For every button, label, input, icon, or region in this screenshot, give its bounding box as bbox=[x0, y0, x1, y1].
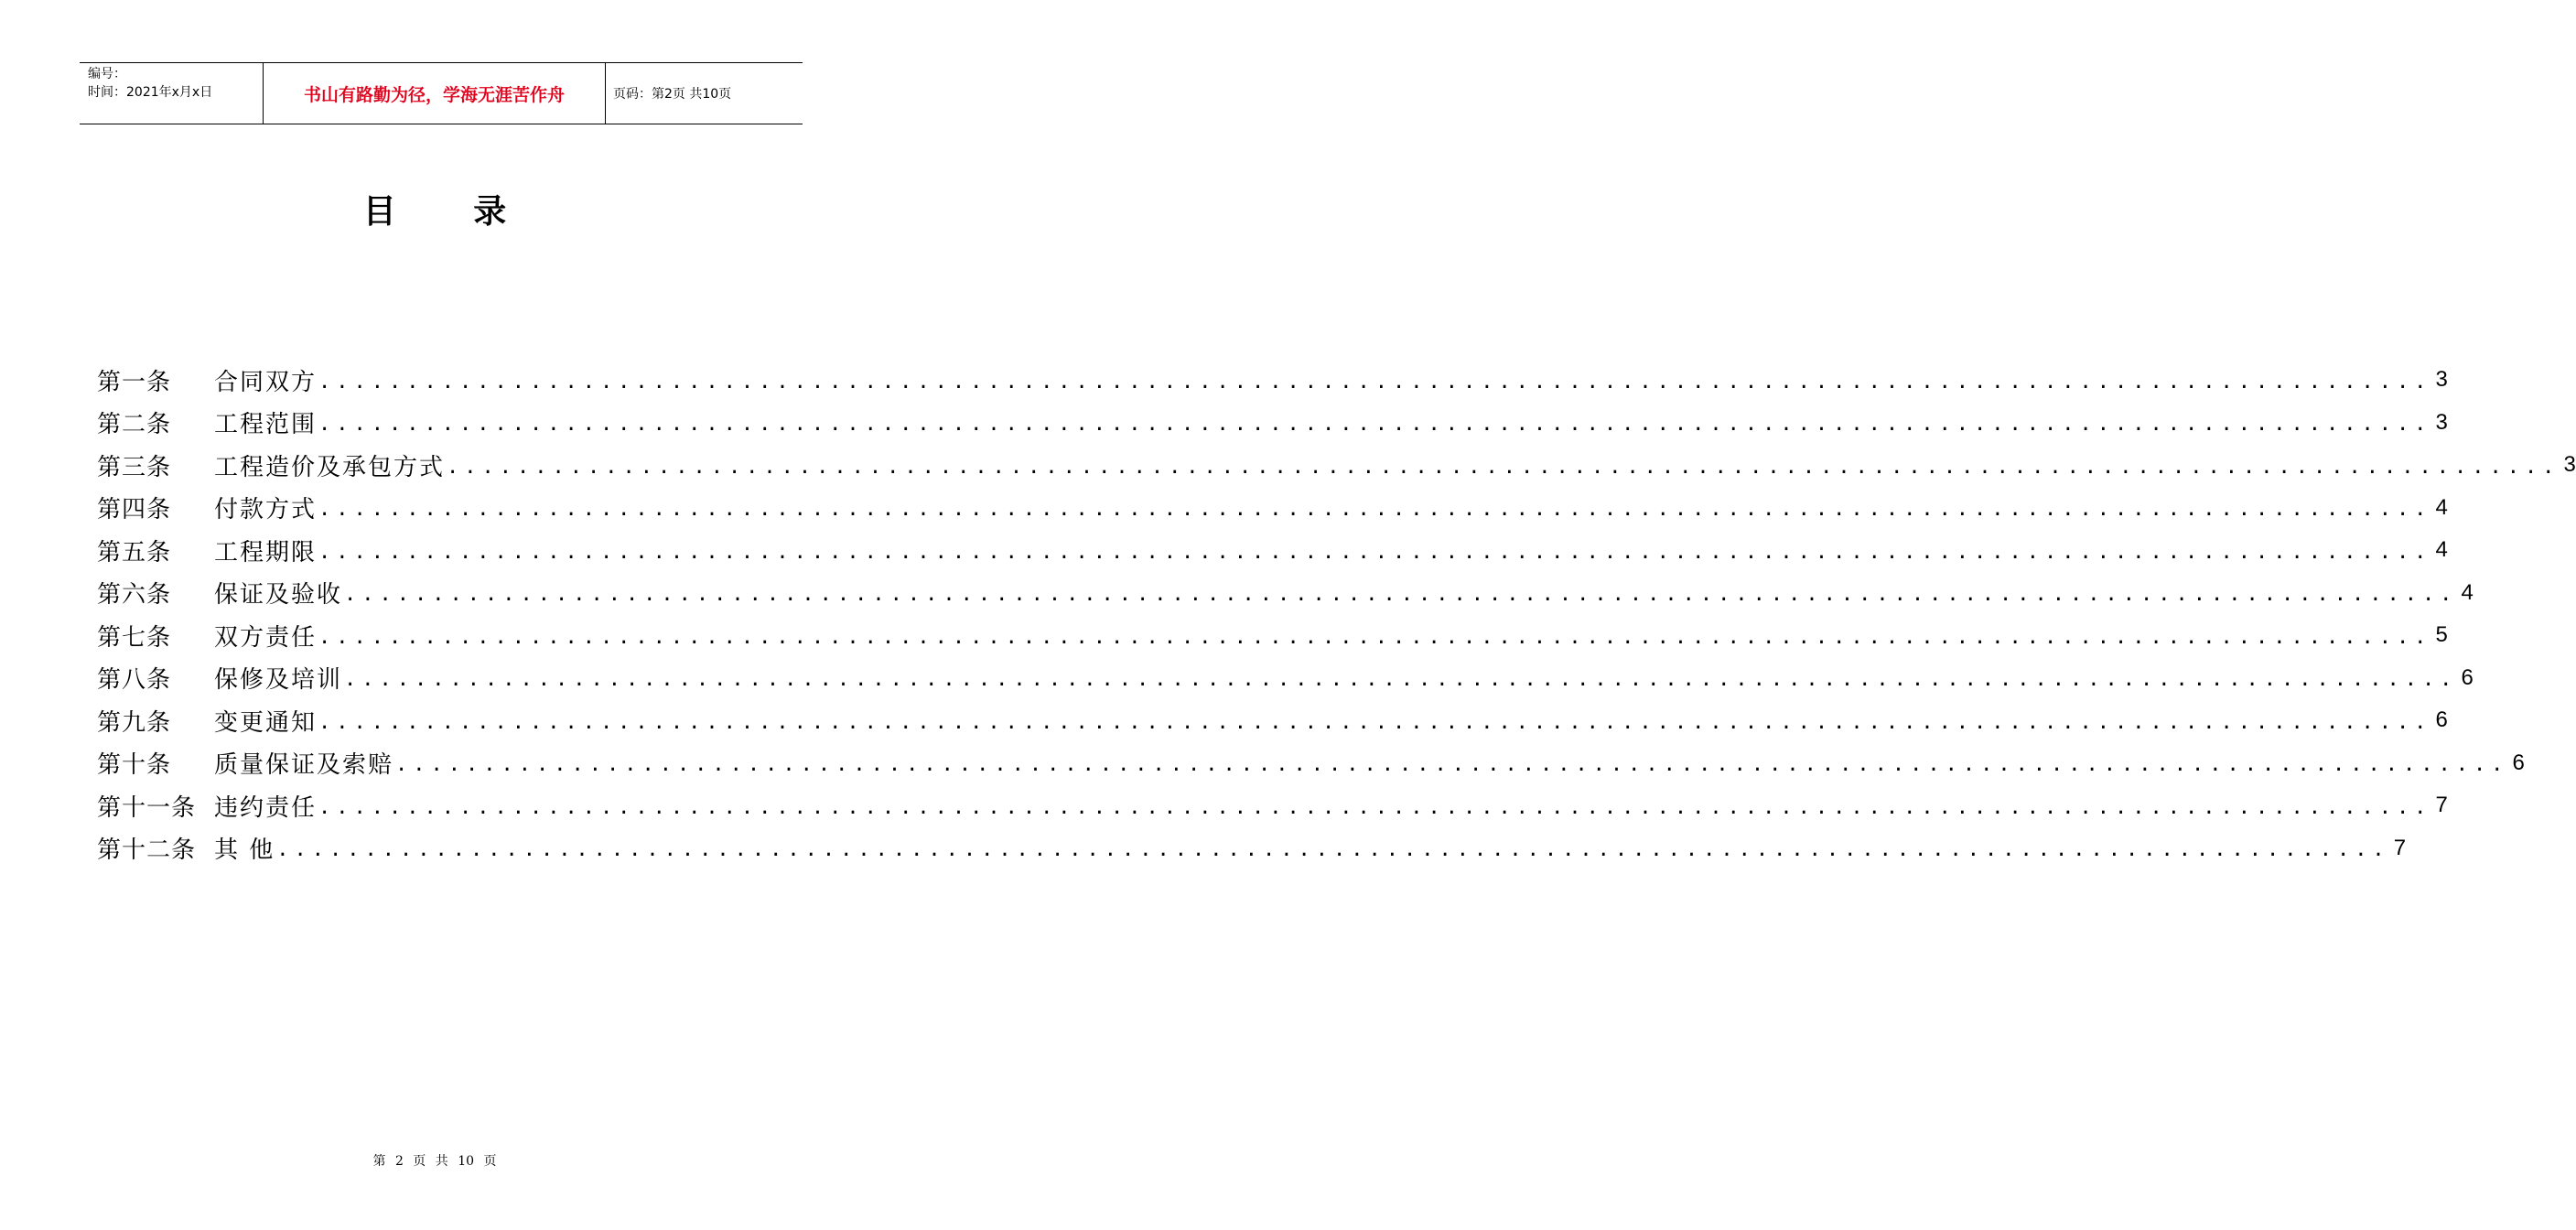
toc-leader-dots: ........................................................................................................................ bbox=[318, 710, 2432, 734]
toc-entry-number: 第一条 bbox=[97, 368, 172, 396]
toc-entry[interactable] bbox=[97, 359, 2448, 402]
toc-entry-page: 7 bbox=[2393, 835, 2407, 860]
toc-entry-title: 保修及培训 bbox=[214, 666, 343, 695]
toc-entry-page: 4 bbox=[2435, 537, 2448, 563]
code-label: 编号： bbox=[88, 67, 126, 81]
page-header bbox=[80, 62, 803, 124]
toc-entry[interactable] bbox=[97, 444, 2576, 487]
toc-leader-dots: ........................................................................................................................ bbox=[344, 583, 2458, 606]
header-motto: 书山有路勤为径，学海无涯苦作舟 bbox=[264, 63, 606, 124]
header-meta bbox=[80, 63, 264, 124]
time-label: 时间：2021年x月x日 bbox=[88, 85, 213, 100]
toc-entry-title: 变更通知 bbox=[214, 708, 318, 737]
toc-entry-number: 第九条 bbox=[97, 708, 172, 737]
toc-entry-number: 第四条 bbox=[97, 496, 172, 524]
toc-entry-title: 保证及验收 bbox=[214, 581, 343, 610]
toc-entry-title: 工程范围 bbox=[214, 411, 318, 439]
toc-entry-number: 第十条 bbox=[97, 751, 172, 780]
toc-entry-title: 双方责任 bbox=[214, 623, 318, 652]
toc-entry-title: 工程造价及承包方式 bbox=[214, 453, 446, 481]
toc-entry-number: 第三条 bbox=[97, 453, 172, 481]
toc-entry[interactable] bbox=[97, 614, 2448, 657]
toc-leader-dots: ........................................................................................................................ bbox=[318, 370, 2432, 394]
toc-entry[interactable] bbox=[97, 827, 2407, 870]
toc-entry[interactable] bbox=[97, 572, 2474, 615]
toc-entry-title: 违约责任 bbox=[214, 793, 318, 822]
toc-entry-page: 4 bbox=[2461, 579, 2474, 605]
toc-leader-dots: ........................................................................................................................ bbox=[447, 455, 2560, 479]
toc-entry-number: 第五条 bbox=[97, 538, 172, 566]
toc-leader-dots: ........................................................................................................................ bbox=[318, 498, 2432, 521]
toc-entry-title: 工程期限 bbox=[214, 538, 318, 566]
page-footer: 第 2 页 共 10 页 bbox=[372, 1154, 497, 1169]
toc-entry[interactable] bbox=[97, 487, 2448, 530]
toc-entry-page: 3 bbox=[2435, 409, 2448, 435]
toc-entry-title: 合同双方 bbox=[214, 368, 318, 396]
toc-leader-dots: ........................................................................................................................ bbox=[318, 795, 2432, 819]
toc-entry[interactable] bbox=[97, 699, 2448, 742]
toc-entry-page: 6 bbox=[2435, 707, 2448, 733]
toc-leader-dots: ........................................................................................................................ bbox=[318, 625, 2432, 649]
toc-entry-page: 5 bbox=[2435, 622, 2448, 648]
toc-leader-dots: ........................................................................................................................ bbox=[395, 753, 2509, 776]
toc-entry[interactable] bbox=[97, 402, 2448, 445]
toc-entry-title: 其 他 bbox=[214, 836, 275, 865]
toc-entry-page: 4 bbox=[2435, 494, 2448, 520]
toc-entry[interactable] bbox=[97, 529, 2448, 572]
toc-entry[interactable] bbox=[97, 784, 2448, 827]
toc-entry-title: 付款方式 bbox=[214, 496, 318, 524]
toc-leader-dots: ........................................................................................................................ bbox=[318, 413, 2432, 436]
toc-entry-number: 第十一条 bbox=[97, 793, 197, 822]
toc-entry-number: 第十二条 bbox=[97, 836, 197, 865]
toc-entry-page: 6 bbox=[2461, 664, 2474, 690]
toc-entry-number: 第二条 bbox=[97, 411, 172, 439]
toc-leader-dots: ........................................................................................................................ bbox=[276, 838, 2390, 861]
page-title: 目 录 bbox=[362, 193, 540, 231]
toc-entry-number: 第六条 bbox=[97, 581, 172, 610]
toc-entry[interactable] bbox=[97, 742, 2525, 785]
toc-entry-number: 第八条 bbox=[97, 666, 172, 695]
toc-entry-number: 第七条 bbox=[97, 623, 172, 652]
toc-entry-page: 7 bbox=[2435, 793, 2448, 818]
toc-entry-title: 质量保证及索赔 bbox=[214, 751, 394, 780]
toc-entry-page: 6 bbox=[2512, 750, 2525, 775]
table-of-contents bbox=[97, 359, 2576, 869]
toc-leader-dots: ........................................................................................................................ bbox=[344, 668, 2458, 691]
toc-entry-page: 3 bbox=[2563, 452, 2576, 478]
toc-leader-dots: ........................................................................................................................ bbox=[318, 540, 2432, 564]
toc-entry[interactable] bbox=[97, 657, 2474, 700]
toc-entry-page: 3 bbox=[2435, 367, 2448, 393]
header-page-info: 页码：第2页 共10页 bbox=[613, 87, 732, 102]
